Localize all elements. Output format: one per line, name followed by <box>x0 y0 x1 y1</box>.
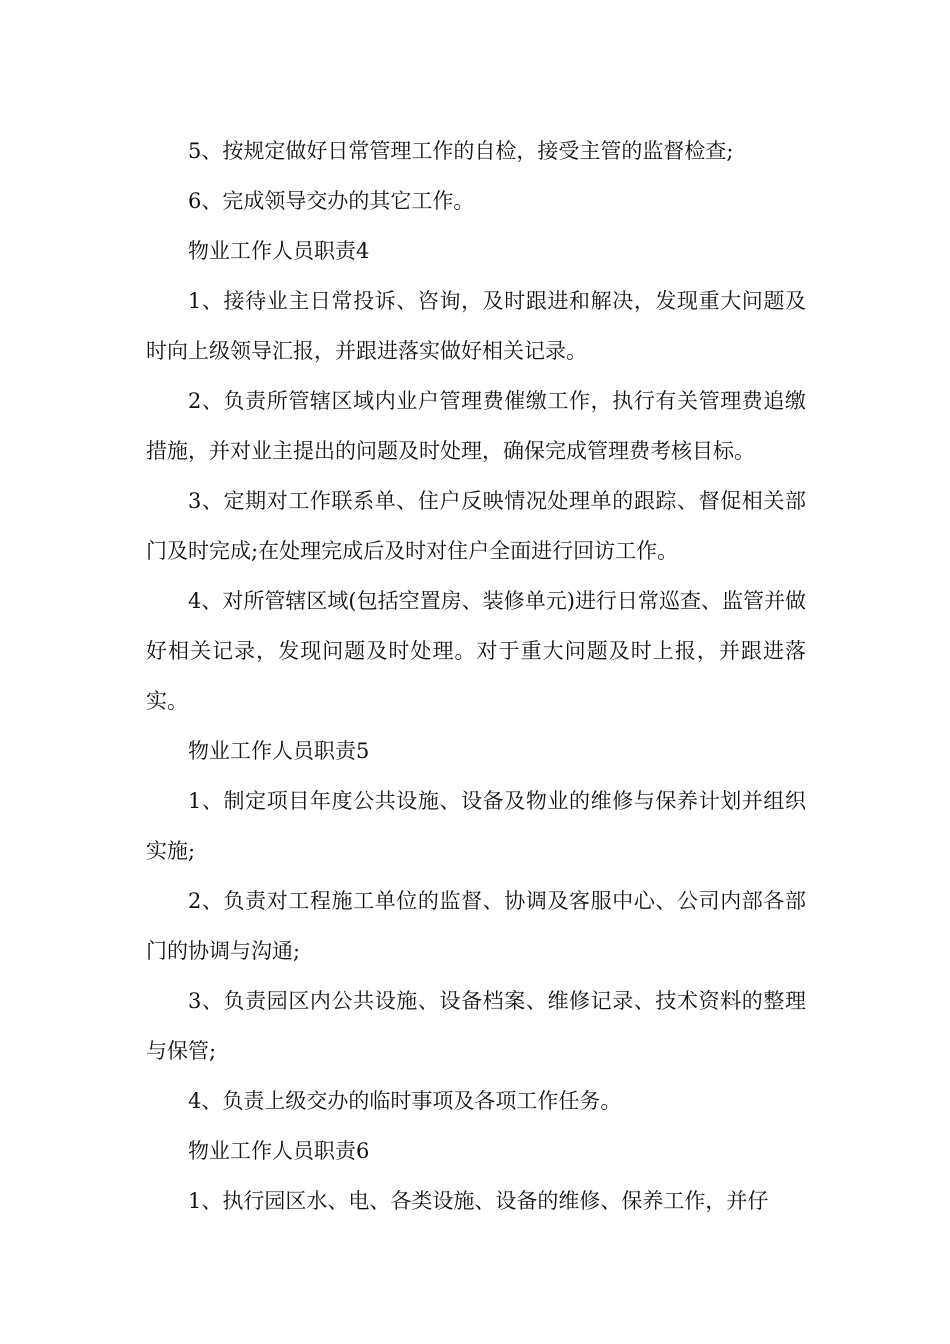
paragraph-item-1: 1、制定项目年度公共设施、设备及物业的维修与保养计划并组织实施; <box>146 789 806 863</box>
paragraph-item-5: 5、按规定做好日常管理工作的自检，接受主管的监督检查; <box>188 139 734 163</box>
paragraph-item-2: 2、负责对工程施工单位的监督、协调及客服中心、公司内部各部门的协调与沟通; <box>146 889 806 963</box>
paragraph-item-1: 1、执行园区水、电、各类设施、设备的维修、保养工作，并仔 <box>188 1189 769 1213</box>
paragraph-item-1: 1、接待业主日常投诉、咨询，及时跟进和解决，发现重大问题及时向上级领导汇报，并跟进落实做好相关记录。 <box>146 289 806 363</box>
paragraph-item-4: 4、对所管辖区域(包括空置房、装修单元)进行日常巡查、监管并做好相关记录，发现问题及时处理。对于重大问题及时上报，并跟进落实。 <box>146 589 806 713</box>
paragraph-item-4: 4、负责上级交办的临时事项及各项工作任务。 <box>188 1089 622 1113</box>
paragraph-item-3: 3、定期对工作联系单、住户反映情况处理单的跟踪、督促相关部门及时完成;在处理完成后及时对住户全面进行回访工作。 <box>146 489 806 563</box>
paragraph-item-6: 6、完成领导交办的其它工作。 <box>188 189 475 213</box>
paragraph-item-3: 3、负责园区内公共设施、设备档案、维修记录、技术资料的整理与保管; <box>146 989 806 1063</box>
section-heading-6: 物业工作人员职责6 <box>188 1139 370 1163</box>
document-body <box>146 126 806 1226</box>
section-heading-4: 物业工作人员职责4 <box>188 239 370 263</box>
section-heading-5: 物业工作人员职责5 <box>188 739 370 763</box>
paragraph-item-2: 2、负责所管辖区域内业户管理费催缴工作，执行有关管理费追缴措施，并对业主提出的问题及时处理，确保完成管理费考核目标。 <box>146 389 806 463</box>
